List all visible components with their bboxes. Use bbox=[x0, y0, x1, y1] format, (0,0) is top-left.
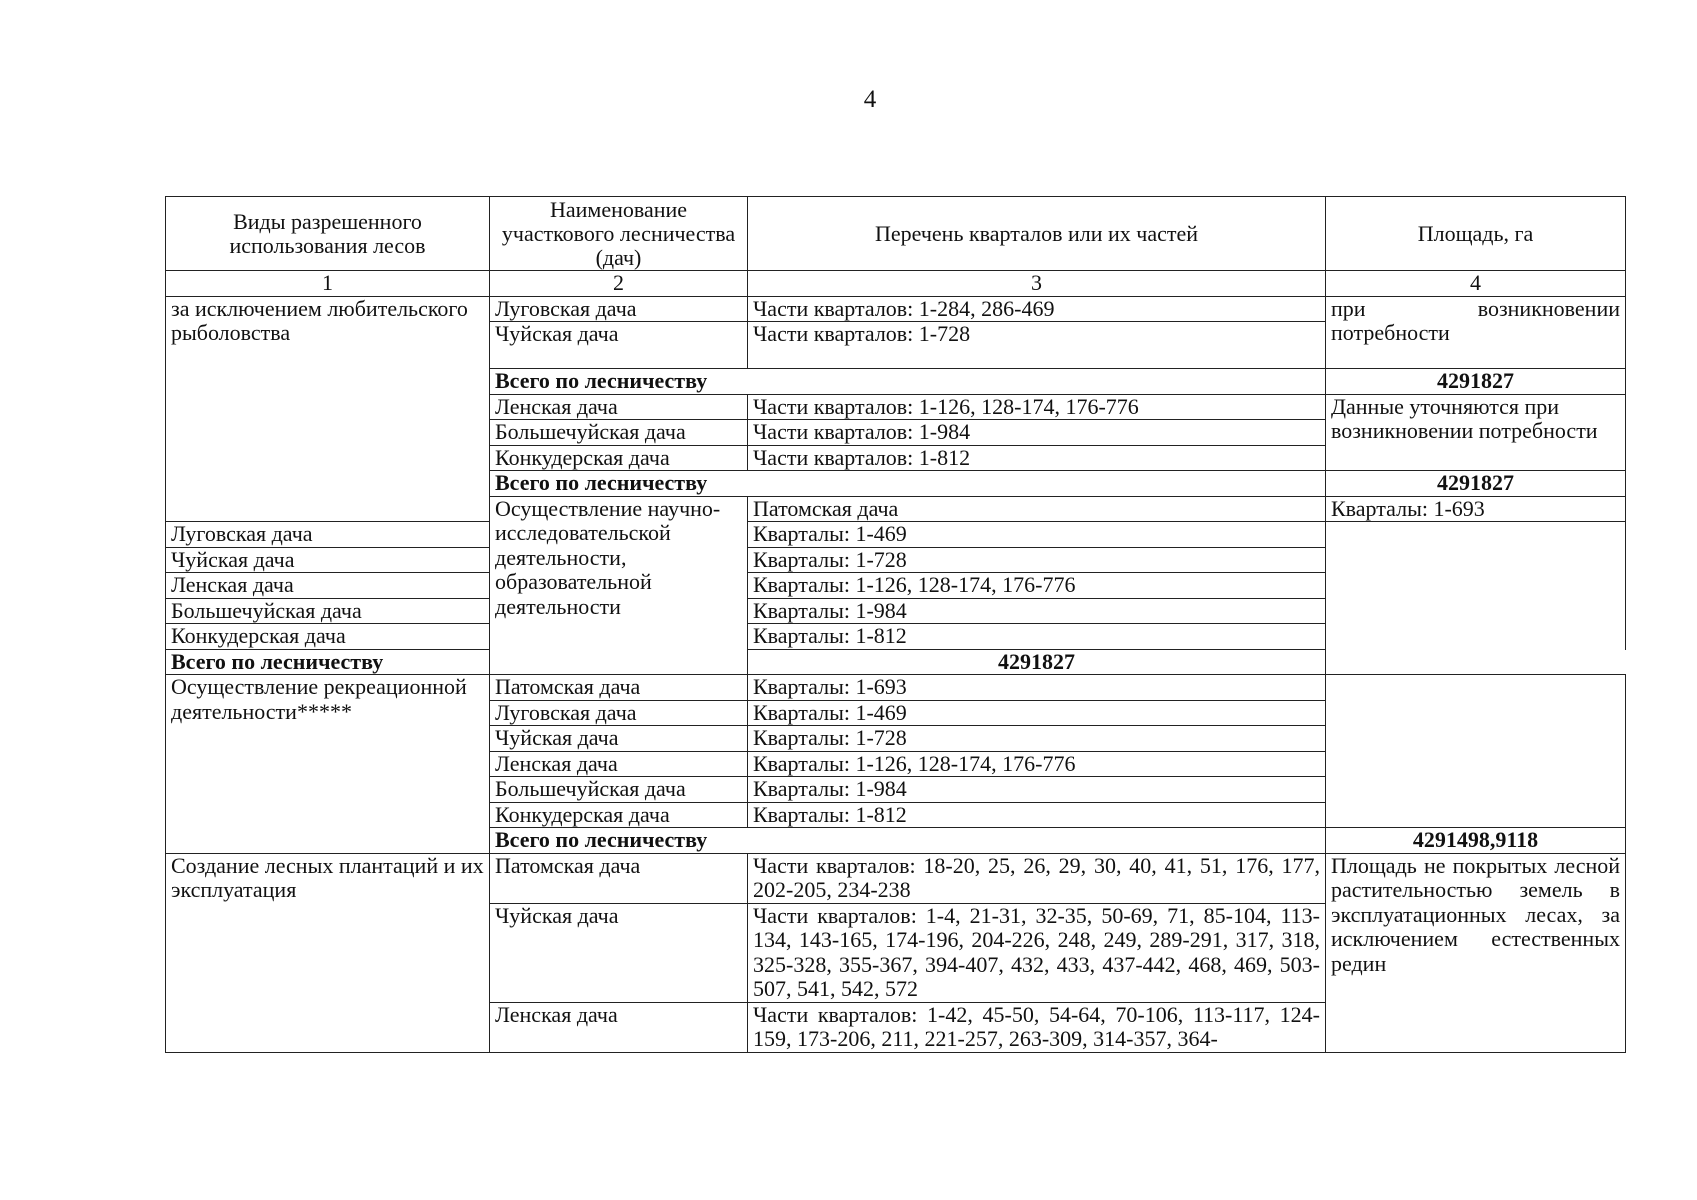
quarters-cell: Кварталы: 1-469 bbox=[748, 522, 1326, 548]
dacha-cell: Луговская дача bbox=[166, 522, 490, 548]
use-type-cell: за исключением любительского рыболовства bbox=[166, 296, 490, 522]
dacha-cell: Чуйская дача bbox=[490, 726, 748, 752]
dacha-cell: Чуйская дача bbox=[490, 322, 748, 369]
column-number-row bbox=[166, 271, 1626, 297]
quarters-cell: Кварталы: 1-126, 128-174, 176-776 bbox=[748, 573, 1326, 599]
table-row bbox=[166, 522, 1626, 548]
dacha-cell: Чуйская дача bbox=[490, 903, 748, 1002]
total-value: 4291827 bbox=[748, 649, 1326, 675]
quarters-cell: Кварталы: 1-812 bbox=[748, 624, 1326, 650]
header-row bbox=[166, 197, 1626, 271]
use-type-cell: Осуществление рекреационной деятельности***** bbox=[166, 675, 490, 854]
dacha-cell: Большечуйская дача bbox=[166, 598, 490, 624]
quarters-cell: Кварталы: 1-812 bbox=[748, 802, 1326, 828]
table-row bbox=[166, 624, 1626, 650]
header-col-area: Площадь, га bbox=[1326, 197, 1626, 271]
total-label: Всего по лесничеству bbox=[166, 649, 748, 675]
total-value: 4291827 bbox=[1326, 471, 1626, 497]
quarters-cell: Кварталы: 1-984 bbox=[748, 598, 1326, 624]
total-row bbox=[166, 649, 1626, 675]
dacha-cell: Луговская дача bbox=[490, 700, 748, 726]
total-label: Всего по лесничеству bbox=[490, 471, 1326, 497]
quarters-cell: Части кварталов: 1-728 bbox=[748, 322, 1326, 369]
use-type-cell: Осуществление научно-исследовательской деятельности, образовательной деятельности bbox=[490, 496, 748, 675]
dacha-cell: Патомская дача bbox=[490, 853, 748, 903]
header-col-forestry: Наименование участкового лесничества (дач) bbox=[490, 197, 748, 271]
total-label: Всего по лесничеству bbox=[490, 828, 1326, 854]
use-type-cell: Создание лесных плантаций и их эксплуатация bbox=[166, 853, 490, 1052]
column-number: 4 bbox=[1326, 271, 1626, 297]
dacha-cell: Конкудерская дача bbox=[166, 624, 490, 650]
total-value: 4291498,9118 bbox=[1326, 828, 1626, 854]
table-row bbox=[166, 853, 1626, 903]
total-label: Всего по лесничеству bbox=[490, 369, 1326, 395]
dacha-cell: Ленская дача bbox=[166, 573, 490, 599]
column-number: 3 bbox=[748, 271, 1326, 297]
header-col-use-type: Виды разрешенного использования лесов bbox=[166, 197, 490, 271]
area-note-cell: при возникновении потребности bbox=[1326, 296, 1626, 369]
table-row bbox=[166, 547, 1626, 573]
quarters-cell: Кварталы: 1-728 bbox=[748, 726, 1326, 752]
area-note-cell: Площадь не покрытых лесной растительностью земель в эксплуатационных лесах, за исключением естественных редин bbox=[1326, 853, 1626, 1052]
area-note-cell: Данные уточняются при возникновении потребности bbox=[1326, 394, 1626, 471]
forest-use-table bbox=[165, 196, 1626, 1053]
dacha-cell: Луговская дача bbox=[490, 296, 748, 322]
dacha-cell: Ленская дача bbox=[490, 394, 748, 420]
dacha-cell: Большечуйская дача bbox=[490, 420, 748, 446]
dacha-cell: Чуйская дача bbox=[166, 547, 490, 573]
column-number: 1 bbox=[166, 271, 490, 297]
dacha-cell: Конкудерская дача bbox=[490, 445, 748, 471]
quarters-cell: Части кварталов: 1-4, 21-31, 32-35, 50-69, 71, 85-104, 113-134, 143-165, 174-196, 204-226, 248, 249, 289-291, 317, 318, 325-328, 355-367, 394-407, 432, 433, 437-442, 468, 469, 503-507, 541, 542, 572 bbox=[748, 903, 1326, 1002]
quarters-cell: Части кварталов: 1-126, 128-174, 176-776 bbox=[748, 394, 1326, 420]
column-number: 2 bbox=[490, 271, 748, 297]
header-col-quarters: Перечень кварталов или их частей bbox=[748, 197, 1326, 271]
quarters-cell: Части кварталов: 1-42, 45-50, 54-64, 70-106, 113-117, 124-159, 173-206, 211, 221-257, 263-309, 314-357, 364- bbox=[748, 1002, 1326, 1052]
dacha-cell: Патомская дача bbox=[490, 675, 748, 701]
dacha-cell: Ленская дача bbox=[490, 751, 748, 777]
page-number: 4 bbox=[863, 86, 877, 113]
quarters-cell: Кварталы: 1-469 bbox=[748, 700, 1326, 726]
quarters-cell: Части кварталов: 1-984 bbox=[748, 420, 1326, 446]
table-row bbox=[166, 573, 1626, 599]
dacha-cell: Большечуйская дача bbox=[490, 777, 748, 803]
quarters-cell: Кварталы: 1-984 bbox=[748, 777, 1326, 803]
table-row bbox=[166, 296, 1626, 322]
dacha-cell: Ленская дача bbox=[490, 1002, 748, 1052]
quarters-cell: Кварталы: 1-728 bbox=[748, 547, 1326, 573]
quarters-cell: Части кварталов: 1-812 bbox=[748, 445, 1326, 471]
quarters-cell: Кварталы: 1-126, 128-174, 176-776 bbox=[748, 751, 1326, 777]
quarters-cell: Части кварталов: 1-284, 286-469 bbox=[748, 296, 1326, 322]
total-value: 4291827 bbox=[1326, 369, 1626, 395]
quarters-cell: Части кварталов: 18-20, 25, 26, 29, 30, 40, 41, 51, 176, 177, 202-205, 234-238 bbox=[748, 853, 1326, 903]
quarters-cell: Кварталы: 1-693 bbox=[1326, 496, 1626, 522]
area-empty-cell bbox=[1326, 675, 1626, 828]
table-row bbox=[166, 598, 1626, 624]
table-row bbox=[166, 675, 1626, 701]
dacha-cell: Патомская дача bbox=[748, 496, 1326, 522]
quarters-cell: Кварталы: 1-693 bbox=[748, 675, 1326, 701]
dacha-cell: Конкудерская дача bbox=[490, 802, 748, 828]
